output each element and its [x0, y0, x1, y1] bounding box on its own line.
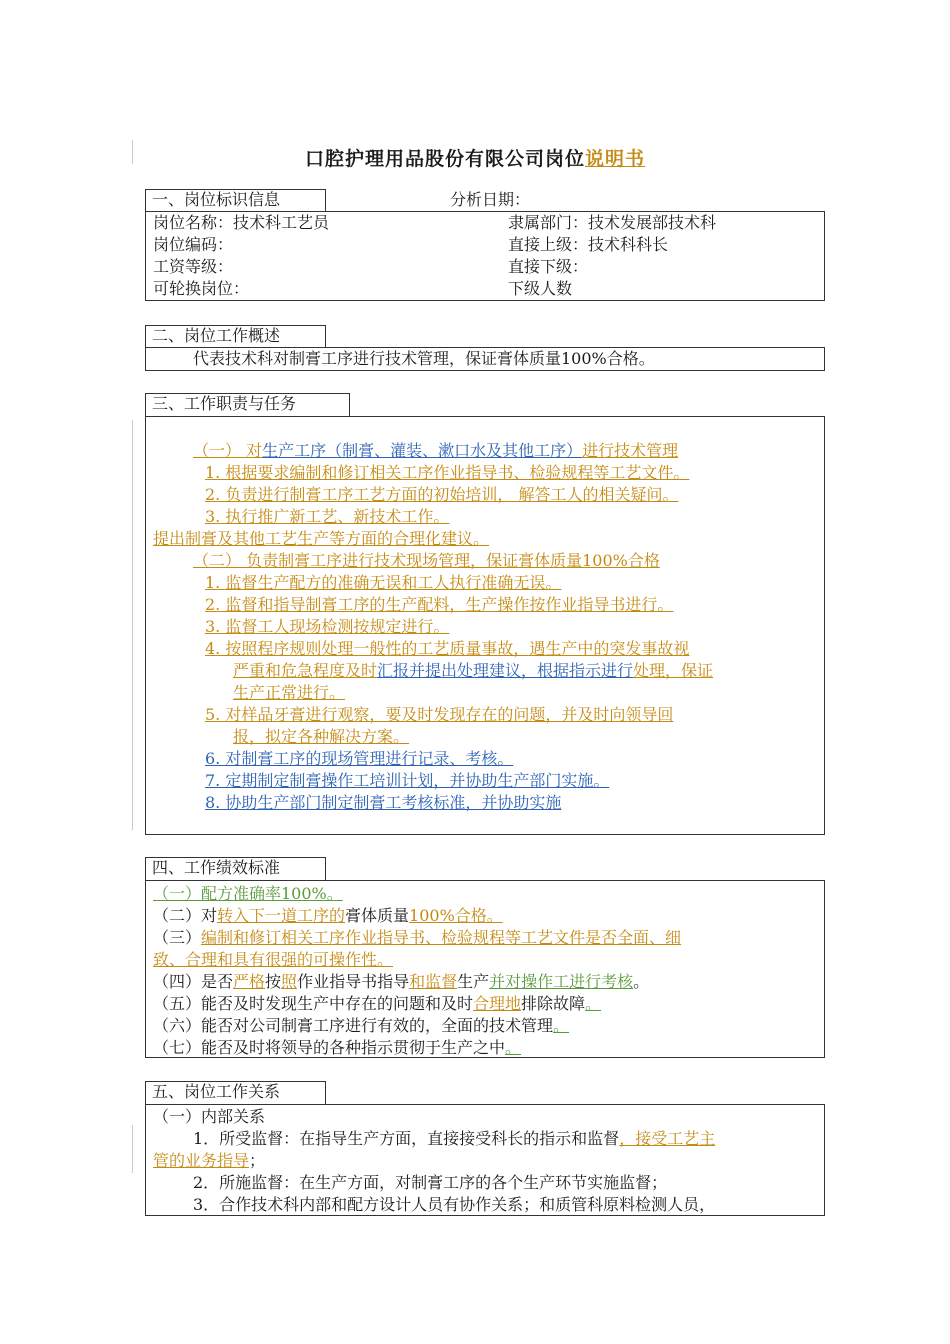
s4-line5	[153, 993, 601, 1015]
s3-g2-item8: 8. 协助生产部门制定制膏工考核标准，并协助实施	[205, 793, 562, 812]
s3-g2-item3: 3. 监督工人现场检测按规定进行。	[205, 617, 450, 636]
s5-line4: 2．所施监督：在生产方面，对制膏工序的各个生产环节实施监督；	[193, 1173, 668, 1192]
margin-mark	[132, 1125, 133, 1173]
s3-group1-heading	[193, 440, 678, 462]
s3-g2-4b-b: 汇报并提出处理建议，根据指示进行	[377, 661, 634, 680]
s4-l4-f: 和监督	[409, 972, 458, 991]
s4-l5-b: 合理地	[473, 994, 522, 1013]
s4-line6	[153, 1015, 569, 1037]
s3-g2-item4-line2	[233, 660, 713, 682]
s1-row2-left: 岗位编码：	[153, 235, 234, 254]
s4-l4-c: 按	[265, 972, 282, 991]
s3-g2-item4-line3: 生产正常进行。	[233, 683, 346, 702]
s3-g2-item7: 7. 定期制定制膏操作工培训计划，并协助生产部门实施。	[205, 771, 610, 790]
title-main: 口腔护理用品股份有限公司岗位	[304, 148, 585, 170]
section1-tab-label: 一、岗位标识信息	[152, 190, 281, 209]
s1-row3-left: 工资等级：	[153, 257, 234, 276]
s3-g2-item5-line2: 报，拟定各种解决方案。	[233, 727, 410, 746]
s5-line3	[153, 1150, 265, 1172]
s4-line2	[153, 905, 503, 927]
section2-tab-label: 二、岗位工作概述	[152, 326, 281, 345]
s3-g2-item1: 1. 监督生产配方的准确无误和工人执行准确无误。	[205, 573, 562, 592]
s3-g1-item1: 1. 根据要求编制和修订相关工序作业指导书、检验规程等工艺文件。	[205, 463, 690, 482]
s3-g2-item6: 6. 对制膏工序的现场管理进行记录、考核。	[205, 749, 514, 768]
s4-l3-b: 编制和修订相关工序作业指导书、检验规程等工艺文件是否全面、细	[201, 928, 682, 947]
s4-l4-b: 严格	[233, 972, 266, 991]
s3-group2-heading: （二） 负责制膏工序进行技术现场管理，保证膏体质量100%合格	[193, 551, 660, 570]
s4-l4-h: 并对操作工进行考核	[489, 972, 634, 991]
s5-l2-b: ，接受工艺主	[619, 1129, 716, 1148]
s1-row3-right: 直接下级：	[508, 257, 589, 276]
s4-line7	[153, 1037, 521, 1059]
s5-line1: （一）内部关系	[153, 1107, 266, 1126]
s4-l4-a: （四）是否	[153, 972, 234, 991]
s1-row2-right: 直接上级：技术科科长	[508, 235, 669, 254]
margin-mark	[132, 420, 133, 830]
analysis-date-label: 分析日期：	[450, 190, 531, 209]
section4-tab	[145, 857, 326, 880]
s4-l7-a: （七）能否及时将领导的各种指示贯彻于生产之中	[153, 1038, 506, 1057]
s4-l4-d: 照	[281, 972, 298, 991]
page-title	[0, 144, 950, 171]
s1-row1-left: 岗位名称：技术科工艺员	[153, 213, 330, 232]
s3-g1-item2: 2. 负责进行制膏工序工艺方面的初始培训， 解答工人的相关疑问。	[205, 485, 679, 504]
s3-g1-head-b: 生产工序（制膏、灌装、漱口水及其他工序）	[262, 441, 583, 460]
s4-l6-a: （六）能否对公司制膏工序进行有效的，全面的技术管理	[153, 1016, 554, 1035]
section5-tab	[145, 1081, 326, 1104]
s5-l3: 管的业务指导	[153, 1151, 250, 1170]
s5-line5: 3．合作技术科内部和配方设计人员有协作关系；和质管科原料检测人员，	[193, 1195, 716, 1214]
s3-g2-item2: 2. 监督和指导制膏工序的生产配料，生产操作按作业指导书进行。	[205, 595, 674, 614]
section3-tab-label: 三、工作职责与任务	[152, 394, 297, 413]
s4-l2-d: 100%合格。	[409, 906, 503, 925]
section1-tab	[145, 189, 326, 211]
s3-g1-head-a: （一） 对	[193, 441, 263, 460]
s5-l3-b: ；	[249, 1151, 266, 1170]
s3-g2-item5-line1: 5. 对样品牙膏进行观察，要及时发现存在的问题，并及时向领导回	[205, 705, 674, 724]
section4-tab-label: 四、工作绩效标准	[152, 858, 281, 877]
section3-tab	[145, 393, 350, 416]
section5-tab-label: 五、岗位工作关系	[152, 1082, 281, 1101]
s4-l5-d: 。	[585, 994, 602, 1013]
s3-g1-item3: 3. 执行推广新工艺、新技术工作。	[205, 507, 450, 526]
s3-g1-head-c: 进行技术管理	[582, 441, 679, 460]
s1-row4-left: 可轮换岗位：	[153, 279, 250, 298]
s3-g2-4b-o2: 处理，保证	[633, 661, 714, 680]
s3-g2-item4-line1: 4. 按照程序规则处理一般性的工艺质量事故，遇生产中的突发事故视	[205, 639, 690, 658]
s4-l2-c: 膏体质量	[345, 906, 410, 925]
s1-row4-right: 下级人数	[508, 279, 573, 298]
s4-l5-c: 排除故障	[521, 994, 586, 1013]
s4-l2-a: （二）对	[153, 906, 218, 925]
s4-l4-i: 。	[633, 972, 650, 991]
section2-tab	[145, 325, 326, 347]
s4-l3-a: （三）	[153, 928, 202, 947]
s3-g2-4b-o: 严重和危急程度及时	[233, 661, 378, 680]
s4-l7-b: 。	[505, 1038, 522, 1057]
s3-g1-tail: 提出制膏及其他工艺生产等方面的合理化建议。	[153, 529, 490, 548]
title-tail: 说明书	[585, 148, 646, 170]
s4-l5-a: （五）能否及时发现生产中存在的问题和及时	[153, 994, 474, 1013]
s4-l6-b: 。	[553, 1016, 570, 1035]
s4-l2-b: 转入下一道工序的	[217, 906, 346, 925]
s1-row1-right: 隶属部门：技术发展部技术科	[508, 213, 717, 232]
s5-l2-a: 1．所受监督：在指导生产方面，直接接受科长的指示和监督	[193, 1129, 620, 1148]
s4-line1: （一）配方准确率100%。	[153, 884, 343, 903]
s4-line3-cont: 致、合理和具有很强的可操作性。	[153, 950, 394, 969]
s4-line3	[153, 927, 681, 949]
s4-l4-g: 生产	[457, 972, 490, 991]
s4-l4-e: 作业指导书指导	[297, 972, 410, 991]
s4-line4	[153, 971, 649, 993]
s2-summary: 代表技术科对制膏工序进行技术管理，保证膏体质量100%合格。	[193, 349, 655, 368]
s5-line2	[193, 1128, 715, 1150]
